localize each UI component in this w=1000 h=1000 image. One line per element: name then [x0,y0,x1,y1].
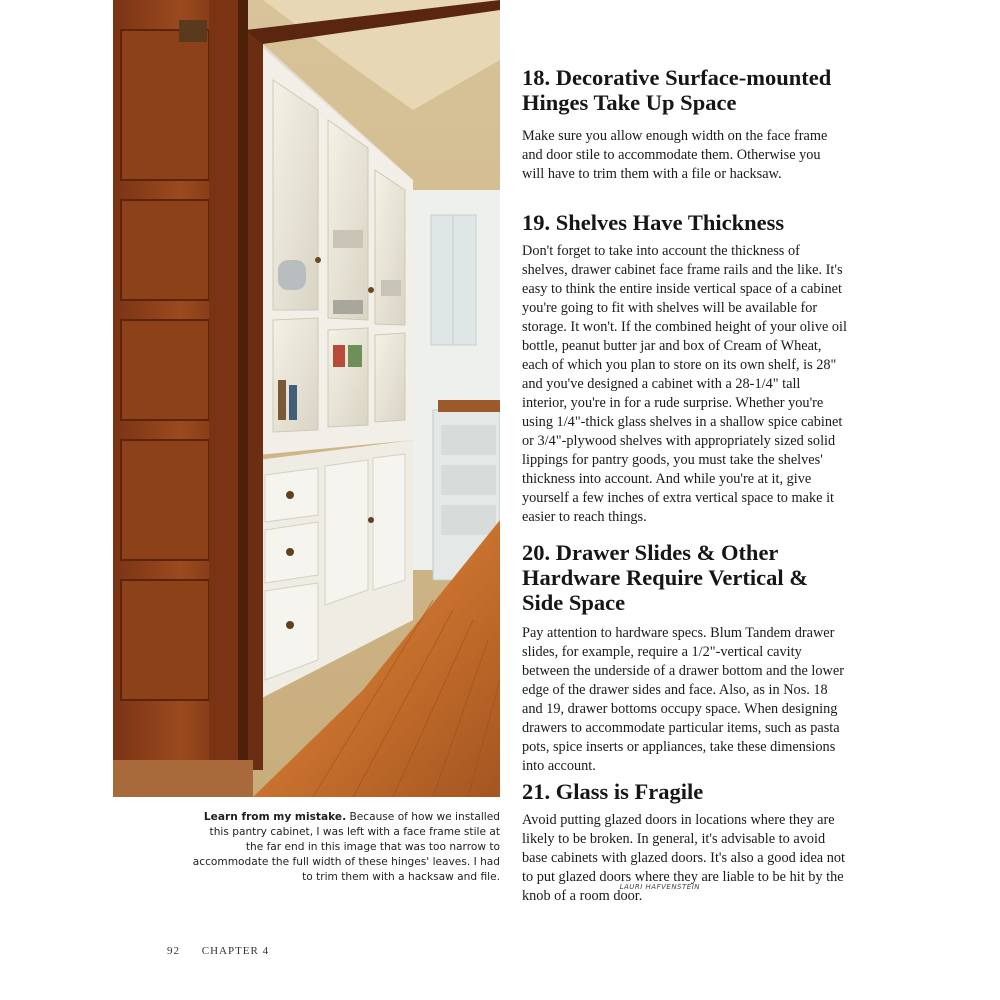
chapter-label: CHAPTER 4 [201,945,270,957]
section-19-heading: 19. Shelves Have Thickness [522,210,785,235]
section-18-body: Make sure you allow enough width on the face frame and door stile to accommodate them. Otherwise you will have to trim them with a file or hacksaw. [522,128,828,182]
photo-credit: LAURI HAFVENSTEIN [619,883,700,891]
page-footer [167,945,269,957]
photo-caption [190,810,500,885]
pantry-photo-illustration [113,0,500,797]
section-20-body: Pay attention to hardware specs. Blum Tandem drawer slides, for example, require a 1/2"-vertical cavity between the underside of a drawer bottom and the lower edge of the drawer sides and face. Also, as in Nos. 18 and 19, drawer bottoms occupy space. When designing drawers to accommodate particular items, such as pasta pots, spice inserts or appliances, take these dimensions into account. [522,625,844,774]
section-20-heading: 20. Drawer Slides & Other Hardware Require Vertical & Side Space [522,540,808,615]
pantry-photo [113,0,500,797]
section-19-body: Don't forget to take into account the thickness of shelves, drawer cabinet face frame rails and the like. It's easy to think the entire inside vertical space of a cabinet you're going to fit with shelves will be available for storage. It won't. If the combined height of your olive oil bottle, peanut butter jar and box of Cream of Wheat, each of which you plan to store on its own shelf, is 28" and you've designed a cabinet with a 28-1/4" tall interior, you're in for a rude surprise. Whether you're using 1/4"-thick glass shelves in a shallow spice cabinet or 3/4"-plywood shelves with appropriately sized solid lippings for pantry goods, you must take the shelves' thickness into account. And while you're at it, give yourself a few inches of extra vertical space to make it easier to reach things. [522,243,847,525]
section-21-heading: 21. Glass is Fragile [522,779,704,804]
caption-body: Because of how we installed this pantry cabinet, I was left with a face frame stile at the far end in this image that was too narrow to accommodate the full width of these hinges' leaves. I had to trim them with a hacksaw and file. [192,811,500,883]
section-21-body: Avoid putting glazed doors in locations where they are likely to be broken. In general, it's advisable to avoid base cabinets with glazed doors. It's also a good idea not to put glazed doors where they are liable to be hit by the knob of a room door. [522,812,845,904]
section-18-heading: 18. Decorative Surface-mounted Hinges Take Up Space [522,65,832,115]
caption-lead: Learn from my mistake. [203,811,347,823]
page-number: 92 [167,945,180,957]
